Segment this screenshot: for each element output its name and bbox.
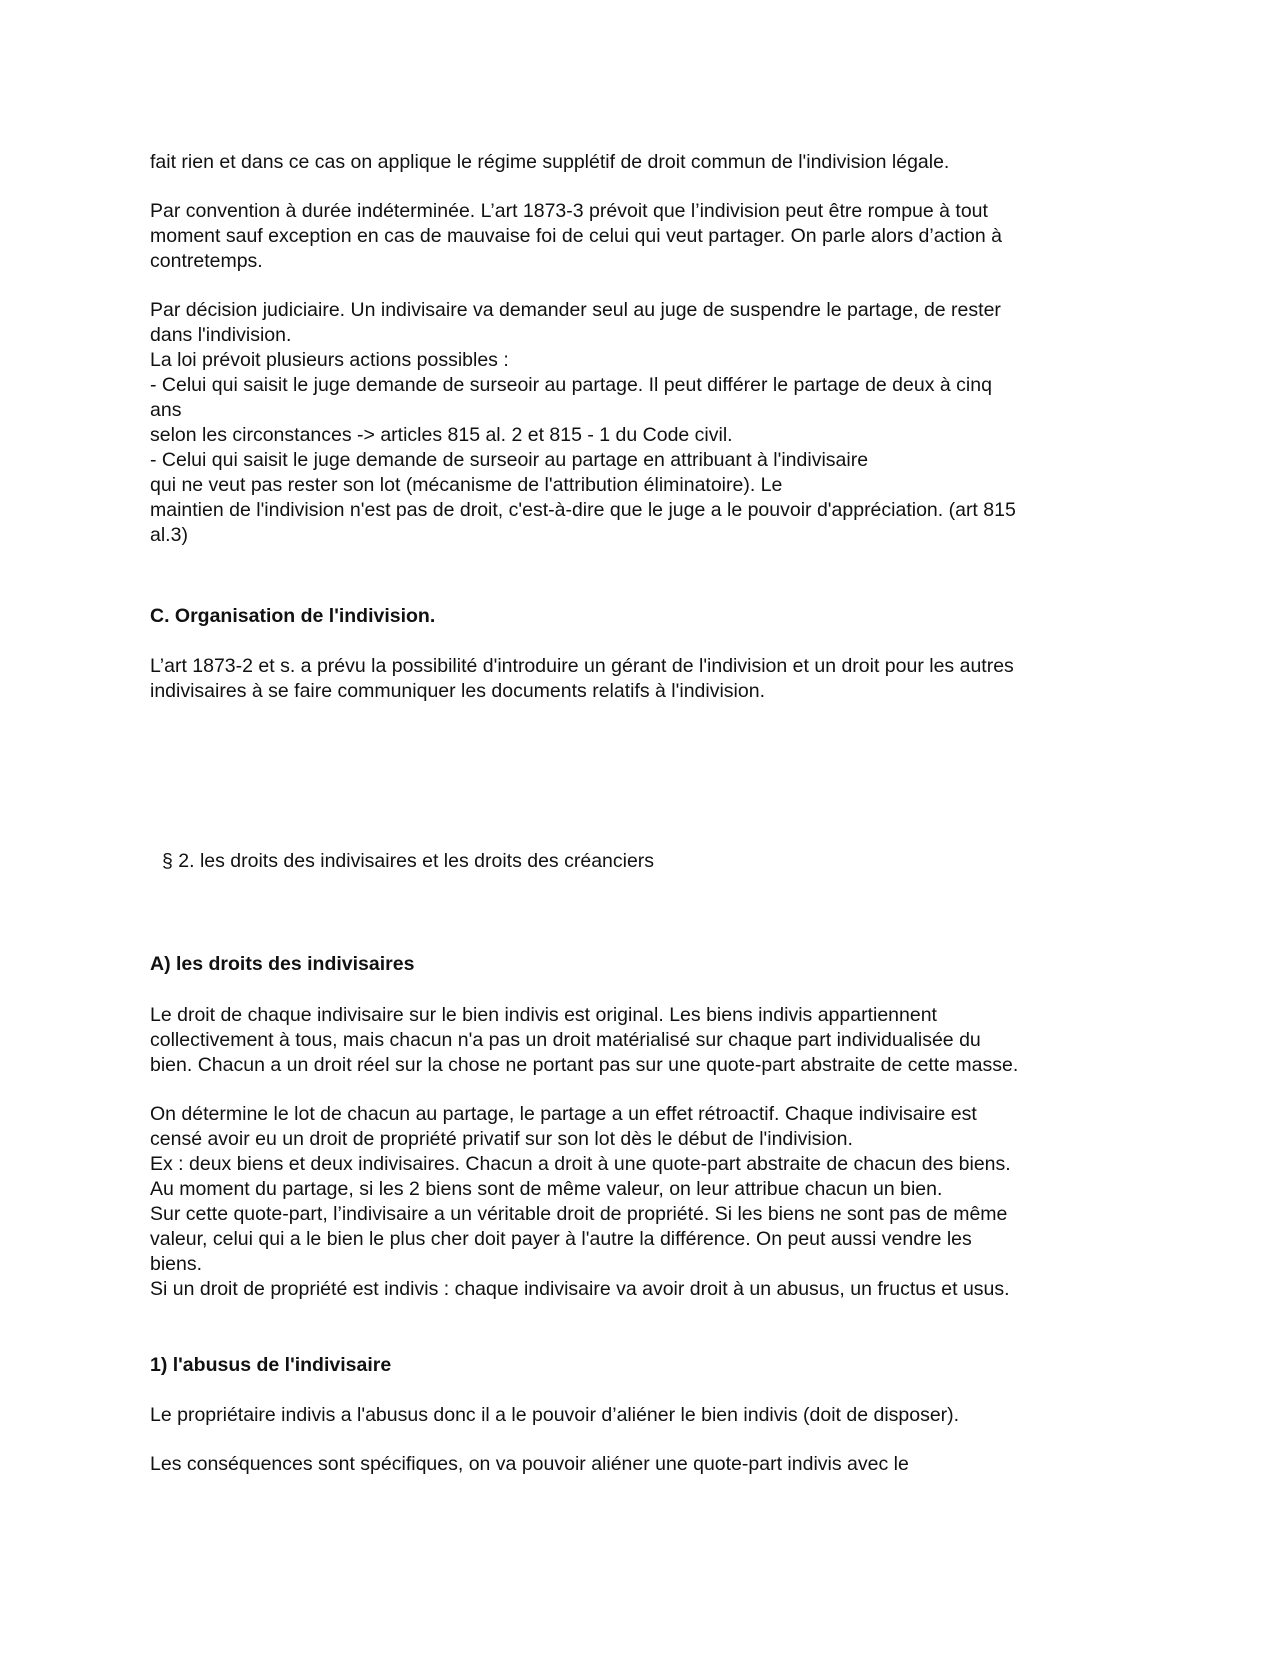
heading-text: C. Organisation de l'indivision. xyxy=(150,605,436,627)
heading-text: 1) l'abusus de l'indivisaire xyxy=(150,1354,392,1376)
text-line: - Celui qui saisit le juge demande de surseoir au partage. Il peut différer le partage de deux à cinq xyxy=(150,374,992,396)
section-heading-droits xyxy=(162,849,1152,874)
paragraph-decision-judiciaire xyxy=(150,298,1140,548)
text-line: indivisaires à se faire communiquer les documents relatifs à l'indivision. xyxy=(150,680,765,702)
text-line: Le propriétaire indivis a l'abusus donc il a le pouvoir d’aliéner le bien indivis (doit de disposer). xyxy=(150,1404,960,1426)
paragraph-regime-suppletif xyxy=(150,150,1140,175)
text-line: Ex : deux biens et deux indivisaires. Chacun a droit à une quote-part abstraite de chacun des biens. xyxy=(150,1153,1011,1175)
text-line: fait rien et dans ce cas on applique le régime supplétif de droit commun de l'indivision légale. xyxy=(150,151,950,173)
text-line: Au moment du partage, si les 2 biens sont de même valeur, on leur attribue chacun un bien. xyxy=(150,1178,943,1200)
heading-abusus xyxy=(150,1353,1140,1378)
text-line: Par décision judiciaire. Un indivisaire va demander seul au juge de suspendre le partage, de rester xyxy=(150,299,1001,321)
text-line: ans xyxy=(150,399,182,421)
paragraph-gerant-indivision xyxy=(150,654,1140,704)
text-line: collectivement à tous, mais chacun n'a pas un droit matérialisé sur chaque part individualisée du xyxy=(150,1029,981,1051)
text-line: qui ne veut pas rester son lot (mécanisme de l'attribution éliminatoire). Le xyxy=(150,474,783,496)
text-line: bien. Chacun a un droit réel sur la chose ne portant pas sur une quote-part abstraite de cette masse. xyxy=(150,1054,1019,1076)
text-line: moment sauf exception en cas de mauvaise foi de celui qui veut partager. On parle alors d’action à xyxy=(150,225,1002,247)
heading-organisation-indivision xyxy=(150,604,1140,629)
text-line: biens. xyxy=(150,1253,203,1275)
text-line: contretemps. xyxy=(150,250,263,272)
text-line: Si un droit de propriété est indivis : chaque indivisaire va avoir droit à un abusus, un fructus et usus. xyxy=(150,1278,1010,1300)
text-line: selon les circonstances -> articles 815 al. 2 et 815 - 1 du Code civil. xyxy=(150,424,733,446)
paragraph-convention-duree-indeterminee xyxy=(150,199,1140,274)
heading-text: A) les droits des indivisaires xyxy=(150,953,415,975)
text-line: Les conséquences sont spécifiques, on va pouvoir aliéner une quote-part indivis avec le xyxy=(150,1453,909,1475)
text-line: valeur, celui qui a le bien le plus cher doit payer à l'autre la différence. On peut aussi vendre les xyxy=(150,1228,972,1250)
paragraph-droit-original xyxy=(150,1003,1140,1078)
section-text: § 2. les droits des indivisaires et les droits des créanciers xyxy=(162,850,655,872)
paragraph-consequences xyxy=(150,1452,1140,1477)
text-line: Sur cette quote-part, l’indivisaire a un véritable droit de propriété. Si les biens ne sont pas de même xyxy=(150,1203,1008,1225)
text-line: On détermine le lot de chacun au partage, le partage a un effet rétroactif. Chaque indivisaire est xyxy=(150,1103,977,1125)
text-line: - Celui qui saisit le juge demande de surseoir au partage en attribuant à l'indivisaire xyxy=(150,449,869,471)
text-line: Le droit de chaque indivisaire sur le bien indivis est original. Les biens indivis appartiennent xyxy=(150,1004,937,1026)
text-line: al.3) xyxy=(150,524,188,546)
paragraph-lot-partage xyxy=(150,1102,1140,1302)
text-line: Par convention à durée indéterminée. L’art 1873-3 prévoit que l’indivision peut être rompue à tout xyxy=(150,200,988,222)
text-line: maintien de l'indivision n'est pas de droit, c'est-à-dire que le juge a le pouvoir d'appréciation. (art 815 xyxy=(150,499,1016,521)
heading-droits-indivisaires xyxy=(150,952,1140,977)
text-line: dans l'indivision. xyxy=(150,324,292,346)
text-line: La loi prévoit plusieurs actions possibles : xyxy=(150,349,509,371)
text-line: censé avoir eu un droit de propriété privatif sur son lot dès le début de l'indivision. xyxy=(150,1128,853,1150)
paragraph-pouvoir-alienation xyxy=(150,1403,1140,1428)
text-line: L’art 1873-2 et s. a prévu la possibilité d'introduire un gérant de l'indivision et un droit pour les autres xyxy=(150,655,1014,677)
